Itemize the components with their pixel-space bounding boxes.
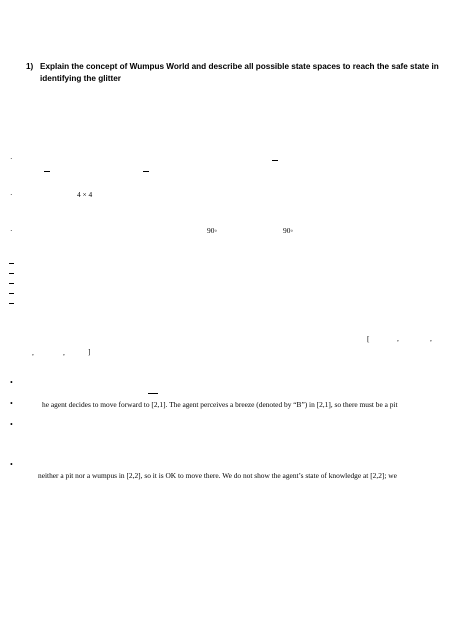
comma-mark: , bbox=[397, 334, 399, 343]
bullet-2: • bbox=[10, 399, 13, 408]
body-line-1: he agent decides to move forward to [2,1]. The agent perceives a breeze (denoted by “B”) in [2,1], so there must be a pit bbox=[42, 400, 398, 409]
bullet-3: • bbox=[10, 420, 13, 429]
dot-marker-3: · bbox=[10, 226, 13, 235]
underscore-mark bbox=[9, 283, 14, 284]
bracket-close: ] bbox=[88, 347, 91, 356]
angle-text-2: 90◦ bbox=[283, 226, 294, 235]
bullet-4: • bbox=[10, 460, 13, 469]
grid-size-text: 4 × 4 bbox=[77, 190, 93, 199]
underscore-mark bbox=[148, 393, 158, 394]
dot-marker-1: · bbox=[10, 154, 13, 163]
question-heading bbox=[26, 61, 456, 85]
dot-marker-2: · bbox=[10, 190, 13, 199]
body-line-2: neither a pit nor a wumpus in [2,2], so it is OK to move there. We do not show the agent’s state of knowledge at [2,2]; we bbox=[38, 471, 397, 480]
underscore-mark bbox=[9, 273, 14, 274]
comma-mark: , bbox=[63, 348, 65, 357]
bracket-open: [ bbox=[367, 334, 370, 343]
comma-mark: , bbox=[430, 334, 432, 343]
underscore-mark bbox=[9, 263, 14, 264]
underscore-mark bbox=[9, 303, 14, 304]
underscore-mark bbox=[44, 171, 50, 172]
question-text: Explain the concept of Wumpus World and describe all possible state spaces to reach the safe state in identifying the glitter bbox=[40, 62, 439, 83]
comma-mark: , bbox=[32, 348, 34, 357]
underscore-mark bbox=[143, 171, 149, 172]
underscore-mark bbox=[9, 293, 14, 294]
question-number: 1) bbox=[26, 62, 34, 71]
bullet-1: • bbox=[10, 378, 13, 387]
angle-text-1: 90◦ bbox=[207, 226, 218, 235]
underscore-mark bbox=[272, 160, 278, 161]
